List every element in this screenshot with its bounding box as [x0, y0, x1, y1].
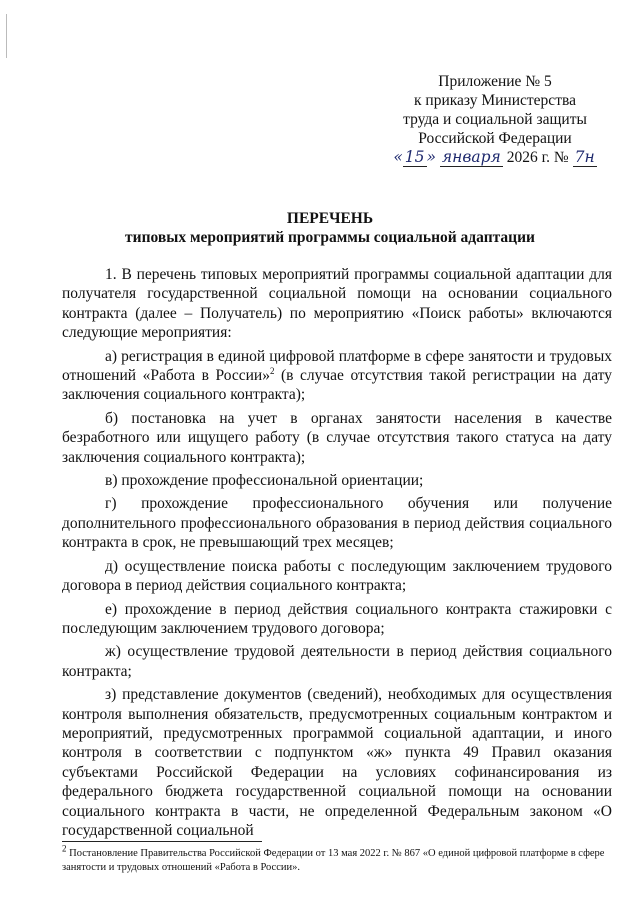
document-title — [40, 209, 620, 247]
annex-date-line — [360, 148, 630, 167]
scan-edge-mark — [6, 14, 7, 58]
item-a-text: а) регистрация в единой цифровой платформе в сфере занятости и трудовых отношений «Работа в России» — [62, 347, 612, 385]
item-v: в) прохождение профессиональной ориентации; — [105, 472, 424, 490]
date-month-handwritten: января — [441, 148, 501, 166]
item-g: г) прохождение профессионального обучения или получение дополнительного профессионального образования в период действия социального контракта в срок, не превышающий трех месяцев; — [62, 495, 612, 552]
item-d: д) осуществление поиска работы с последующим заключением трудового договора в период действия социального контракта; — [62, 557, 612, 595]
order-number-sign: № — [553, 149, 569, 166]
item-e: е) прохождение в период действия социального контракта стажировки с последующим заключением трудового договора; — [62, 600, 612, 637]
annex-line-4: Российской Федерации — [418, 130, 572, 147]
annex-line-3: труда и социальной защиты — [403, 111, 587, 128]
footnote-separator — [62, 841, 262, 842]
date-year: 2026 г. — [506, 149, 551, 166]
annex-line-1: Приложение № 5 — [438, 73, 552, 90]
item-a-rest: (в случае отсутствия такой регистрации на дату заключения социального контракта); — [62, 367, 612, 404]
item-zh: ж) осуществление трудовой деятельности в период действия социального контракта; — [62, 643, 612, 680]
document-body — [62, 265, 612, 844]
item-a — [62, 347, 612, 405]
item-z: з) представление документов (сведений), необходимых для осуществления контроля выполнения обязательств, предусмотренных социальным контрактом и мероприятий, предусмотренных программой социальной адаптации, и иного контроля в соответствии с подпунктом «ж» пункта 49 Правил оказания субъектами Российской Федерации на условиях софинансирования из федерального бюджета государственной социальной помощи на основании социального контракта в части, не определенной Федеральным законом «О государственной социальной — [62, 686, 612, 839]
date-day-handwritten: 15 — [404, 148, 425, 166]
footnote-marker: 2 — [62, 843, 67, 854]
footnote-ref: 2 — [269, 365, 275, 376]
item-b: б) постановка на учет в органах занятости населения в качестве безработного или ищущего работу (в случае отсутствия такого статуса на дату заключения социального контракта); — [62, 409, 612, 466]
order-number-handwritten: 7н — [574, 148, 595, 166]
paragraph-1: 1. В перечень типовых мероприятий программы социальной адаптации для получателя государственной социальной помощи на основании социального контракта (далее – Получатель) по мероприятию «Поиск работы» включаются следующие мероприятия: — [62, 266, 612, 342]
date-open-quote: « — [393, 148, 403, 166]
annex-block — [360, 72, 630, 167]
date-close-quote: » — [426, 148, 437, 166]
footnote — [62, 843, 614, 875]
title-subheading: типовых мероприятий программы социальной адаптации — [125, 229, 535, 246]
annex-line-2: к приказу Министерства — [414, 92, 576, 109]
footnote-text: Постановление Правительства Российской Федерации от 13 мая 2022 г. № 867 «О единой цифровой платформе в сфере занятости и трудовых отношений «Работа в России». — [62, 848, 605, 873]
title-heading: ПЕРЕЧЕНЬ — [286, 210, 374, 227]
